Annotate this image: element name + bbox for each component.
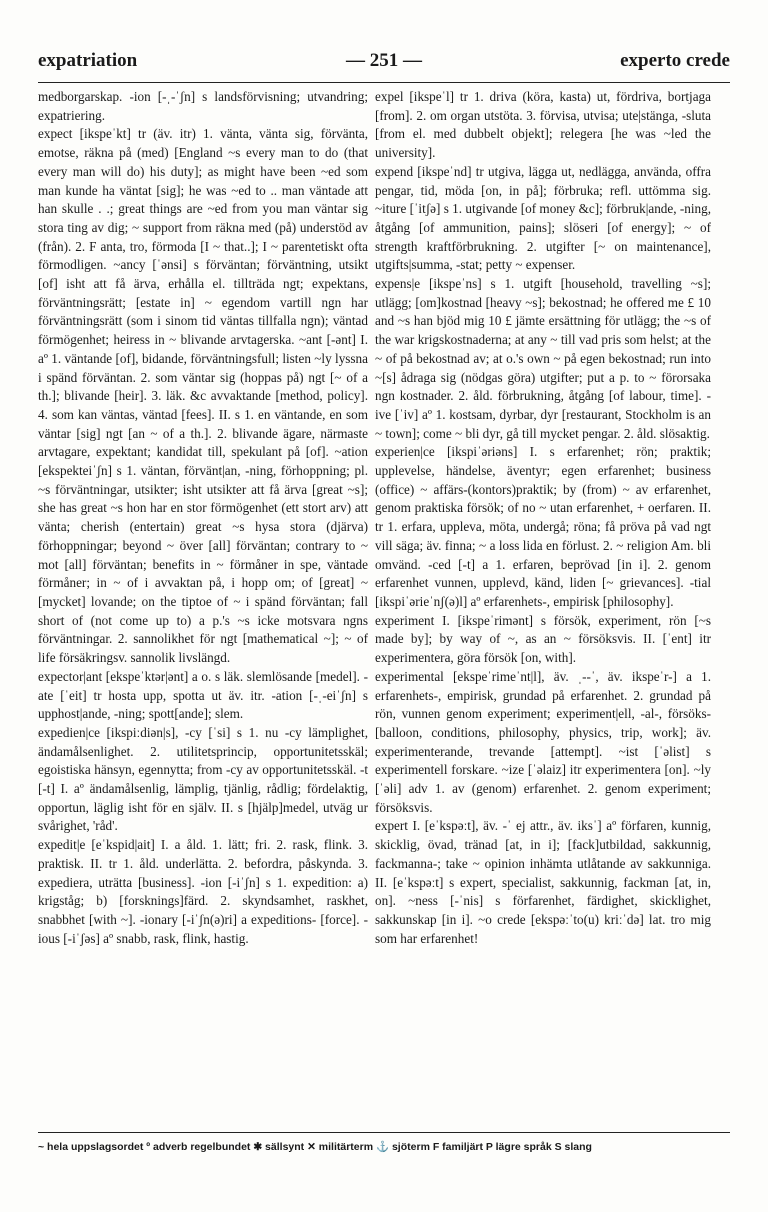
dictionary-entry: expedien|ce [ikspiːdiən|s], -cy [ˈsi] s 1. nu -cy lämplighet, ändamålsenlighet. 2. utilitetsprincip, opportunitetsskäl; egoistiska hänsyn, egennytta; from -cy av opportunitetsskäl. -t [-t] I. aº ändamålsenlig, lämplig, tjänlig, rådlig; fördelaktig, opportun, läglig isht för en själv. II. s [hjälp]medel, utväg ur svårighet, 'råd'. [38,724,368,834]
header-left-guideword: expatriation [38,50,138,71]
dictionary-entry: experien|ce [ikspiˈəriəns] I. s erfarenhet; rön; praktik; upplevelse, händelse, äventyr; egen erfarenhet; business (office) ~ affärs-(kontors)praktik; by (from) ~ av erfarenhet, genom praktiska försök; of no ~ utan erfarenhet, + oerfaren. II. tr 1. erfara, uppleva, möta, undergå; röna; få pröva på vad ngt vill säga; äv. finna; ~ a loss lida en förlust. 2. ~ religion Am. bli omvänd. -ced [-t] a 1. erfaren, beprövad [in i]. 2. genom erfarenhet vunnen, upplevd, känd, liden [~ grievances]. -tial [ikspiˈərieˈnʃ(ə)l] aº erfarenhets-, empirisk [philosophy]. [375,444,711,609]
dictionary-entry: expect [ikspeˈkt] tr (äv. itr) 1. vänta, vänta sig, förvänta, emotse, räkna på (med) [England ~s every man to do (that every man will do) his duty]; as might have been ~ed som man kunde ha väntat [sig]; he was ~ed to .. man väntade att han skulle . .; great things are ~ed from you man väntar sig stora ting av dig; ~ support from räkna med (på) understöd av (från). 2. F anta, tro, förmoda [I ~ that..]; I ~ parentetiskt ofta förmodligen. ~ancy [ˈənsi] s förväntan; förväntning, utsikt [of] isht att få ärva, erhålla el. tillträda ngt; expektans, förväntningsrätt; [estate in] ~ egendom vartill ngn har förväntningsrätt (som i sinom tid väntas tillfalla ngn); väntad förmögenhet; heiress in ~ blivande arvtagerska. ~ant [-ənt] I. aº 1. väntande [of], bidande, förväntningsfull; listen ~ly lyssna i spänd förväntan. 2. som väntar sig (hoppas på) ngt [~ of a th.]; blivande [heir]. 3. läk. &c avvaktande [method, policy]. 4. som kan väntas, väntad [fees]. II. s 1. en väntande, en som väntar [sig] ngt [an ~ of a th.]. 2. blivande ägare, närmaste arvtagare, expektant; kandidat till, spekulant på [of]. ~ation [ekspekteiˈʃn] s 1. väntan, förvänt|an, -ning, förhoppning; pl. ~s förväntningar, utsikter; isht utsikter att få ärva [great ~s]; she has great ~s hon har en stor förmögenhet (ett stort arv) att vänta; cherish (entertain) great ~s hysa stora (djärva) förhoppningar; beyond ~ över [all] förväntan; contrary to ~ mot [all] förväntan; benefits in ~ förmåner in spe, väntade förmåner; in ~ of i avvaktan på, i hopp om; of [great] ~ [mycket] lovande; on the tiptoe of ~ i spänd förväntan; fall short of (not come up to) a p.'s ~s icke motsvara ngns förväntningar. 2. sannolikhet för ngt [mathematical ~]; ~ of life försäkringsv. sannolik livslängd. [38,126,368,666]
dictionary-entry: expens|e [ikspeˈns] s 1. utgift [household, travelling ~s]; utlägg; [om]kostnad [heavy ~s]; bekostnad; he offered me £ 10 and ~s han bjöd mig 10 £ jämte ersättning för utlägg; the ~s of the war krigskostnaderna; at any ~ till vad pris som helst; at the ~ of på bekostnad av; at o.'s own ~ på egen bekostnad; run into ~[s] ådraga sig (nödgas göra) utgifter; put a p. to ~ förorsaka ngn kostnader. 2. åld. förbrukning, åtgång [of labour, time]. -ive [ˈiv] aº 1. kostsam, dyrbar, dyr [restaurant, Stockholm is an ~ town]; come ~ bli dyr, gå till mycket pengar. 2. åld. slösaktig. [375,276,711,441]
dictionary-entry: medborgarskap. -ion [-ˌ-ˈʃn] s landsförvisning; utvandring; expatriering. [38,89,368,123]
dictionary-entry: expector|ant [ekspeˈktər|ənt] a o. s läk. slemlösande [medel]. -ate [ˈeit] tr hosta upp, spotta ut äv. itr. -ation [-ˌ-eiˈʃn] s upphost|ande, -ning; spott[ande]; slem. [38,668,368,722]
footer-rule [38,1132,730,1133]
dictionary-entry: expend [ikspeˈnd] tr utgiva, lägga ut, nedlägga, använda, offra pengar, tid, möda [on, in på]; förbruka; refl. uttömma sig. ~iture [ˈitʃə] s 1. utgivande [of money &c]; förbruk|ande, -ning, åtgång [of ammunition, pains]; slöseri [of energy]; ~ of strength kraftförbrukning. 2. utgifter [~ on maintenance], utgifts|summa, -stat; petty ~ expenser. [375,163,711,273]
dictionary-entry: expert I. [eˈkspəːt], äv. -ˈ ej attr., äv. iksˈ] aº förfaren, kunnig, skicklig, övad, tränad [at, in i]; [fack]utbildad, sakkunnig, fackmanna-; take ~ opinion inhämta utlåtande av sakkunniga. II. [eˈkspəːt] s expert, specialist, sakkunnig, fackman [at, in, on]. ~ness [-ˈnis] s förfarenhet, färdighet, skicklighet, sakkunskap [in i]. ~o crede [ekspəːˈto(u) kriːˈdə] lat. tro mig som har erfarenhet! [375,818,711,946]
abbreviation-legend: ~ hela uppslagsordet º adverb regelbundet ✱ sällsynt ✕ militärterm ⚓ sjöterm F familjärt P lägre språk S slang [38,1141,592,1153]
right-column [375,88,711,1128]
header-rule [38,82,730,83]
dictionary-entry: experimental [ekspeˈrimeˈnt|l], äv. ˌ--ˈ, äv. ikspeˈr-] a 1. erfarenhets-, empirisk, grundad på erfarenhet. 2. grundad på rön, vunnen genom experiment; experiment|ell, -al-, försöks- [balloon, conditions, philosophy, physics, trip, work]; äv. experimenterande, trevande [attempt]. ~ist [ˈəlist] s experimentell forskare. ~ize [ˈəlaiz] itr experimentera [on]. ~ly [ˈəli] adv 1. av (genom) erfarenhet. 2. genom experiment; försöksvis. [375,668,711,815]
dictionary-entry: expel [ikspeˈl] tr 1. driva (köra, kasta) ut, fördriva, bortjaga [from]. 2. om organ utstöta. 3. förvisa, utvisa; ute|stänga, -sluta [from el. med dubbelt objekt]; relegera [he was ~led the university]. [375,89,711,161]
header-right-guideword: experto crede [620,50,730,71]
dictionary-entry: expedit|e [eˈkspid|ait] I. a åld. 1. lätt; fri. 2. rask, flink. 3. praktisk. II. tr 1. åld. underlätta. 2. befordra, påskynda. 3. expediera, uträtta [business]. -ion [-iˈʃn] s 1. expedition: a) krigståg; b) [forsknings]färd. 2. skyndsamhet, raskhet, snabbhet [with ~]. -ionary [-iˈʃn(ə)ri] a expeditions- [force]. -ious [-iˈʃəs] aº snabb, rask, flink, hastig. [38,837,368,946]
dictionary-entry: experiment I. [ikspeˈrimənt] s försök, experiment, rön [~s made by]; by way of ~, as an ~ försöksvis. II. [ˈent] itr experimentera, göra försök [on, with]. [375,612,711,666]
page-number: — 251 — [346,50,422,71]
left-column [38,88,368,1128]
